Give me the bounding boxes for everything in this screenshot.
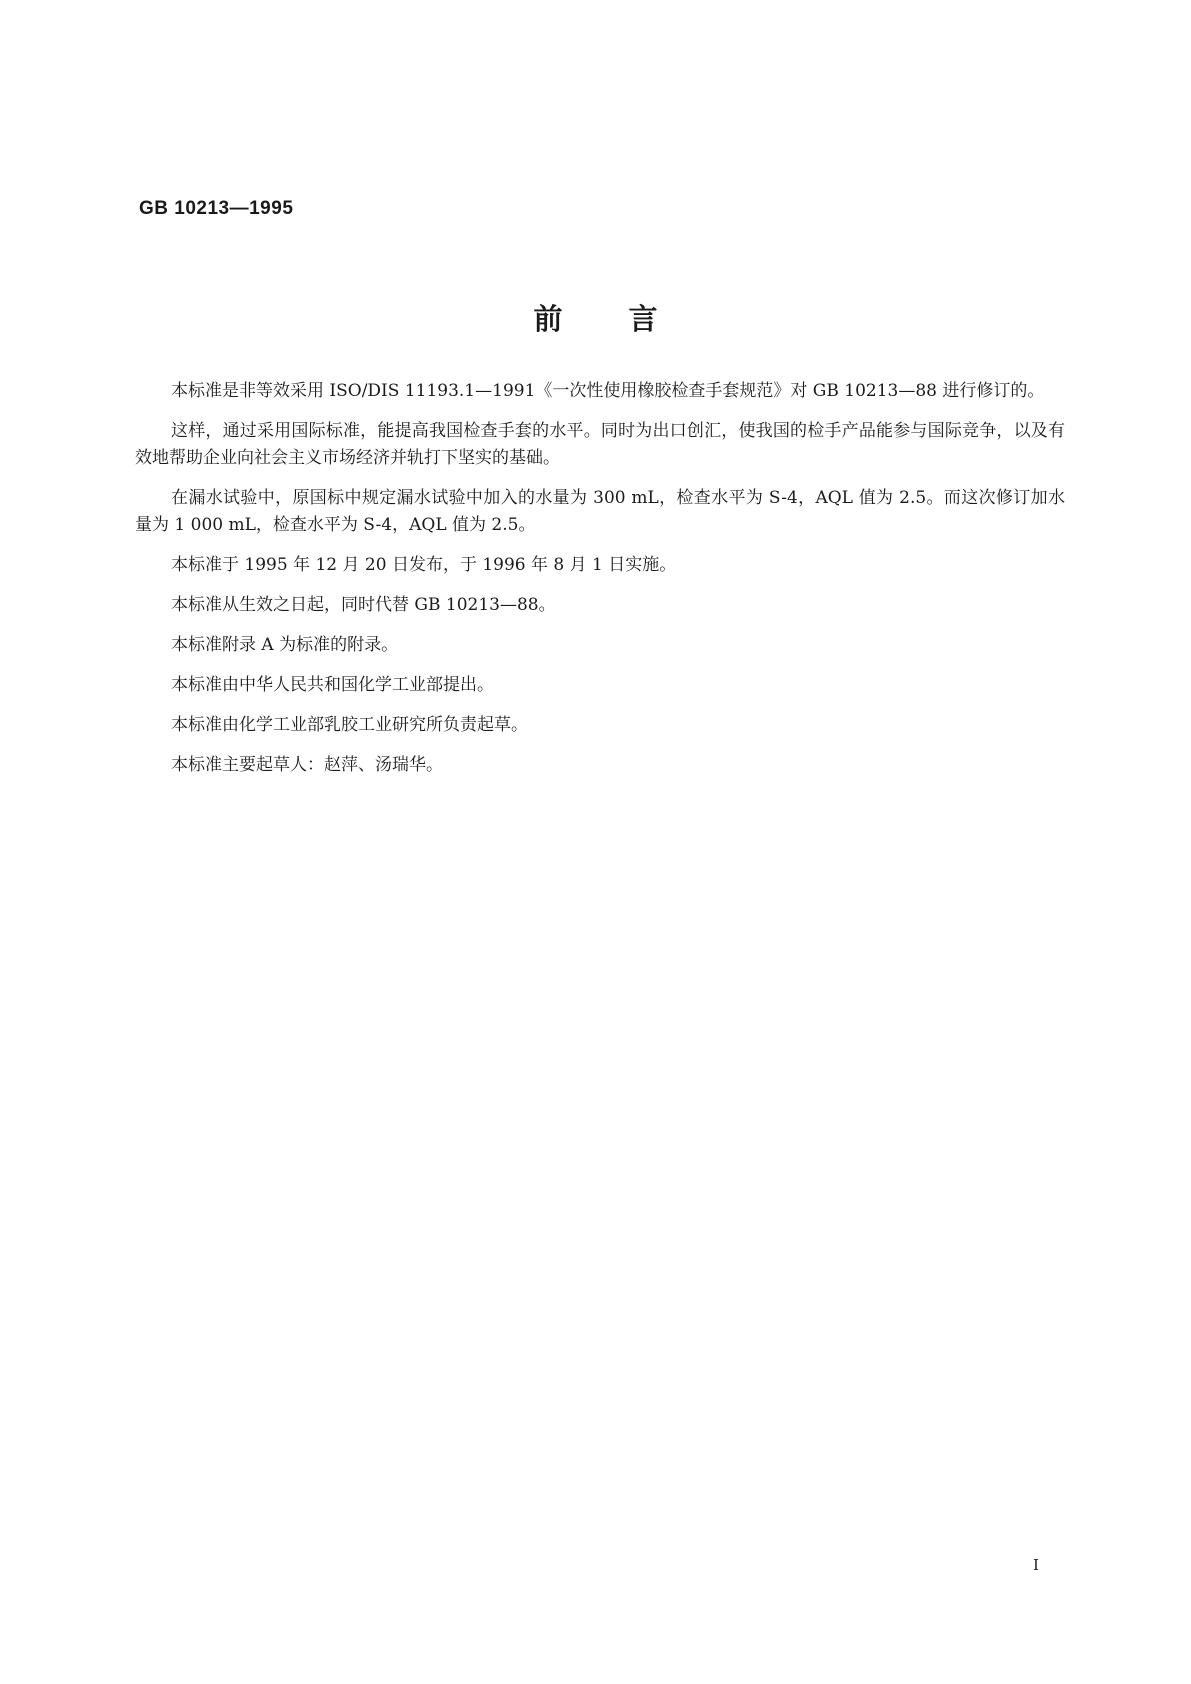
standard-code: GB 10213—1995 bbox=[139, 198, 294, 219]
paragraph-drafters: 本标准主要起草人：赵萍、汤瑞华。 bbox=[171, 755, 443, 775]
paragraph-purpose: 这样，通过采用国际标准，能提高我国检查手套的水平。同时为出口创汇，使我国的检手产品能参与国际竞争，以及有效地帮助企业向社会主义市场经济并轨打下坚实的基础。 bbox=[135, 421, 1065, 468]
paragraph-adoption: 本标准是非等效采用 ISO/DIS 11193.1—1991《一次性使用橡胶检查手套规范》对 GB 10213—88 进行修订的。 bbox=[171, 381, 1045, 401]
paragraph-replacement: 本标准从生效之日起，同时代替 GB 10213—88。 bbox=[171, 595, 556, 615]
page-number: I bbox=[1033, 1556, 1039, 1574]
paragraph-drafter-org: 本标准由化学工业部乳胶工业研究所负责起草。 bbox=[171, 715, 528, 735]
paragraph-proposer: 本标准由中华人民共和国化学工业部提出。 bbox=[171, 675, 494, 695]
page-title: 前言 bbox=[533, 302, 724, 336]
document-body bbox=[135, 378, 1065, 792]
paragraph-appendix: 本标准附录 A 为标准的附录。 bbox=[171, 635, 399, 655]
paragraph-leak-test: 在漏水试验中，原国标中规定漏水试验中加入的水量为 300 mL，检查水平为 S-4，AQL 值为 2.5。而这次修订加水量为 1 000 mL，检查水平为 S-4，AQL 值为 2.5。 bbox=[135, 488, 1065, 535]
paragraph-dates: 本标准于 1995 年 12 月 20 日发布，于 1996 年 8 月 1 日实施。 bbox=[171, 555, 677, 575]
